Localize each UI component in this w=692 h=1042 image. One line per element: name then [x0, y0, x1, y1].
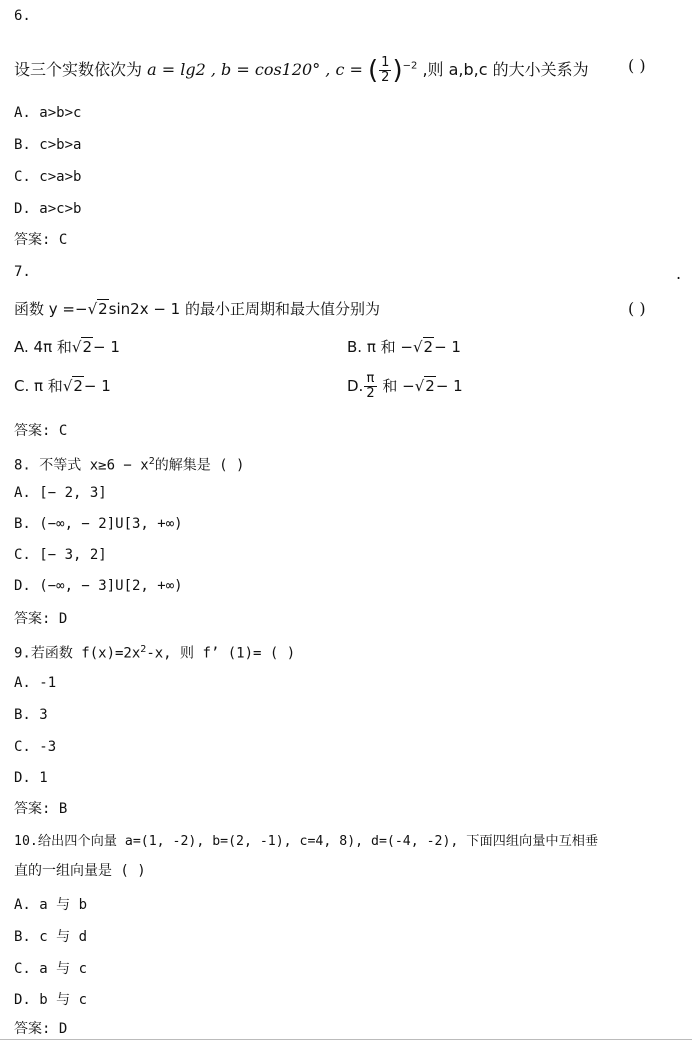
q7-optC-suffix: − 1	[83, 377, 111, 395]
q7-optD-sqrt: 2	[425, 377, 435, 395]
q8-answer: 答案: D	[14, 611, 68, 627]
q6-exponent: −2	[402, 60, 418, 72]
q7-optD-prefix: D.	[347, 377, 364, 395]
q7-sqrt-arg: 2	[98, 300, 108, 318]
q9-answer: 答案: B	[14, 801, 68, 817]
q6-option-d: D. a>c>b	[14, 201, 82, 217]
q7-option-c	[14, 376, 111, 396]
q9-option-d: D. 1	[14, 770, 48, 786]
q7-optA-radical: √	[71, 338, 82, 356]
q7-optB-radical: √	[412, 338, 423, 356]
q6-close-paren: )	[392, 55, 403, 86]
q6-frac-num: 1	[381, 55, 390, 70]
q7-optD-fraction	[364, 372, 376, 401]
q9-option-b: B. 3	[14, 707, 48, 723]
q7-optD-radical: √	[414, 377, 425, 395]
q7-optA-sqrt: 2	[82, 338, 92, 356]
q6-stem	[14, 56, 589, 85]
q7-optA-suffix: − 1	[93, 338, 120, 356]
q6-option-c: C. c>a>b	[14, 169, 82, 185]
q6-answer: 答案: C	[14, 232, 68, 248]
q7-option-a	[14, 337, 120, 357]
q8-option-a: A. [− 2, 3]	[14, 485, 107, 501]
q7-radical: √	[87, 300, 98, 318]
q7-optD-frac-num: π	[364, 372, 376, 387]
q9-stem	[14, 640, 295, 664]
q10-stem-line2: 直的一组向量是 ( )	[14, 863, 146, 879]
bottom-divider	[0, 1039, 692, 1040]
q7-optD-mid: 和 −	[382, 377, 415, 395]
q10-option-d: D. b 与 c	[14, 992, 88, 1008]
q7-option-d	[347, 372, 463, 401]
q7-optC-prefix: C. π 和	[14, 377, 63, 395]
q6-number: 6.	[14, 8, 31, 24]
q6-fraction	[379, 56, 391, 85]
q7-stem-mid: sin2x − 1 的最小正周期和最大值分别为	[108, 300, 380, 318]
q8-stem-suffix: 的解集是 ( )	[154, 457, 245, 474]
q6-math-b: b = cos120° ,	[221, 60, 331, 79]
q9-option-a: A. -1	[14, 675, 57, 691]
q7-optD-frac-den: 2	[366, 386, 375, 401]
q10-option-c: C. a 与 c	[14, 961, 88, 977]
q7-stem	[14, 299, 380, 319]
q7-optD-suffix: − 1	[435, 377, 463, 395]
q7-optA-prefix: A. 4π 和	[14, 338, 72, 356]
q8-option-d: D. (−∞, − 3]U[2, +∞)	[14, 578, 183, 594]
q7-option-b	[347, 337, 461, 357]
q8-option-c: C. [− 3, 2]	[14, 547, 107, 563]
q6-frac-den: 2	[381, 70, 390, 85]
q10-stem-line1: 10.给出四个向量 a=(1, -2), b=(2, -1), c=4, 8), d=(-4, -2), 下面四组向量中互相垂	[14, 834, 599, 849]
q6-open-paren: (	[368, 55, 379, 86]
q6-option-a: A. a>b>c	[14, 105, 82, 121]
q7-answer-paren: ( )	[628, 299, 646, 318]
q6-math-a: a = lg2 ,	[147, 60, 216, 79]
q9-stem-sup: 2	[140, 644, 147, 655]
q6-stem-prefix: 设三个实数依次为	[14, 60, 143, 79]
q8-stem-sup: 2	[148, 456, 155, 467]
q8-option-b: B. (−∞, − 2]U[3, +∞)	[14, 516, 183, 532]
q10-answer: 答案: D	[14, 1021, 68, 1037]
q10-option-a: A. a 与 b	[14, 897, 88, 913]
q7-optC-radical: √	[62, 377, 73, 395]
q6-stem-suffix: ,则 a,b,c 的大小关系为	[422, 60, 589, 79]
q9-stem-prefix: 9.若函数 f(x)=2x	[14, 645, 141, 662]
q10-option-b: B. c 与 d	[14, 929, 88, 945]
q7-optC-sqrt: 2	[73, 377, 83, 395]
q9-stem-suffix: -x, 则 f’ (1)= ( )	[146, 645, 296, 662]
q6-option-b: B. c>b>a	[14, 137, 82, 153]
q7-answer: 答案: C	[14, 423, 68, 439]
q7-trailing-dot: .	[676, 264, 682, 283]
q7-optB-sqrt: 2	[423, 338, 434, 356]
q9-option-c: C. -3	[14, 739, 57, 755]
q7-stem-prefix: 函数 y =−	[14, 300, 88, 318]
q8-stem	[14, 452, 244, 476]
q8-stem-prefix: 8. 不等式 x≥6 − x	[14, 457, 149, 474]
q7-optB-prefix: B. π 和 −	[347, 338, 413, 356]
q7-optB-suffix: − 1	[434, 338, 461, 356]
q6-math-c: c =	[335, 60, 369, 79]
q7-number: 7.	[14, 264, 31, 280]
q6-answer-paren: ( )	[628, 56, 646, 75]
